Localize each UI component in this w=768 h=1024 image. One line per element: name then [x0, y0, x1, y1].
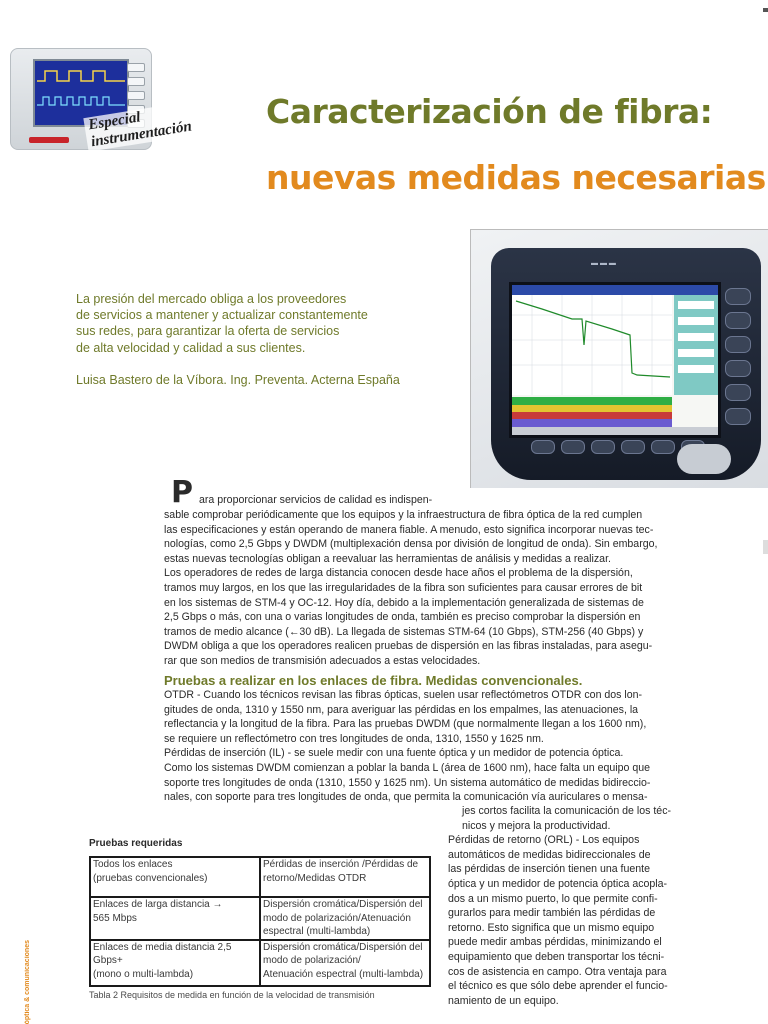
- table-caption: Tabla 2 Requisitos de medida en función de la velocidad de transmisión: [89, 990, 375, 1000]
- title-line-1: Caracterización de fibra:: [266, 92, 713, 131]
- page-edge-marker: [763, 540, 768, 554]
- body-line: gitudes de onda, 1310 y 1550 nm, para averiguar las pérdidas en los empalmes, las atenuaciones, la: [164, 703, 639, 716]
- table-cell: Dispersión cromática/Dispersión del modo de polarización/ Atenuación espectral (multi-lambda): [260, 940, 430, 986]
- body-line: en los sistemas de STM-4 y OC-12. Hoy día, debido a la implementación generalizada de sistemas de: [164, 596, 644, 609]
- lead-line: de alta velocidad y calidad a sus clientes.: [76, 340, 306, 355]
- body-line: nologías, como 2,5 Gbps y DWDM (multiplexación densa por división de longitud de onda). Sin embargo,: [164, 538, 658, 551]
- body-line: tramos de medio alcance (←30 dB). La llegada de sistemas STM-64 (10 Gbps), STM-256 (40 Gbps) y: [164, 625, 644, 638]
- author-byline: Luisa Bastero de la Víbora. Ing. Preventa. Acterna España: [76, 373, 400, 387]
- body-line: estas nuevas tecnologías obligan a reevaluar las herramientas de análisis y medidas a realizar.: [164, 552, 611, 565]
- drop-cap: P: [171, 475, 193, 510]
- title-line-2: nuevas medidas necesarias: [266, 158, 766, 197]
- requirements-table: [89, 856, 431, 987]
- body-line: retorno. Esto significa que un mismo equipo: [448, 921, 655, 934]
- conventional-tests-paragraphs: [164, 688, 696, 805]
- body-line: se requiere un reflectómetro con tres longitudes de onda, 1310, 1550 y 1625 nm.: [164, 732, 544, 745]
- otdr-device-icon: [491, 248, 761, 480]
- body-line: 2,5 Gbps o más, con una o varias longitudes de onda, también es preciso comprobar la dispersión en: [164, 611, 641, 624]
- body-line: cos de asistencia en campo. Otra ventaja para: [448, 965, 667, 978]
- body-line: Pérdidas de inserción (IL) - se suele medir con una fuente óptica y un medidor de potencia óptica.: [164, 747, 624, 760]
- page-edge-marker: [763, 8, 768, 12]
- body-line: automáticos de medidas bidireccionales de: [448, 848, 651, 861]
- lead-line: de servicios a mantener y actualizar constantemente: [76, 308, 368, 323]
- lead-line: sus redes, para garantizar la oferta de servicios: [76, 324, 340, 339]
- body-line: Los operadores de redes de larga distancia conocen desde hace años el problema de la dispersión,: [164, 567, 633, 580]
- body-line: reflectancia y la longitud de la fibra. Para las pruebas DWDM (que normalmente llegan a los 1600 nm),: [164, 718, 647, 731]
- table-row: [90, 897, 430, 940]
- device-screen: [509, 282, 721, 438]
- body-line: OTDR - Cuando los técnicos revisan las fibras ópticas, suelen usar reflectómetros OTDR con dos lon-: [164, 689, 643, 701]
- body-line: las pérdidas de inserción tienen una fuente: [448, 863, 651, 876]
- body-line: equipamiento que deben transportar los técni-: [448, 950, 665, 963]
- body-line: tramos muy largos, en los que las irregularidades de la fibra son suficientes para causar errores de bit: [164, 581, 643, 594]
- device-photo: [470, 229, 768, 488]
- lead-paragraph: [76, 291, 426, 356]
- intro-paragraphs: [164, 508, 696, 669]
- section-heading: Pruebas a realizar en los enlaces de fibra. Medidas convencionales.: [164, 673, 583, 688]
- body-line: rar que son medios de transmisión adecuados a estas velocidades.: [164, 654, 481, 667]
- device-side-buttons: [725, 288, 751, 432]
- oscilloscope-logo: [29, 137, 69, 143]
- table-title: Pruebas requeridas: [89, 838, 183, 849]
- table-row: [90, 940, 430, 986]
- body-line: namiento de un equipo.: [448, 994, 559, 1007]
- body-line: Pérdidas de retorno (ORL) - Los equipos: [448, 834, 640, 847]
- body-line: nales, con soporte para tres longitudes de onda, que permita la comunicación vía auriculares o mensa-: [164, 791, 648, 804]
- body-line: las especificaciones y están operando de manera fiable. A menudo, esto significa incorporar nuevas tec-: [164, 523, 654, 536]
- table-row: [90, 857, 430, 897]
- table-cell: Dispersión cromática/Dispersión del modo de polarización/Atenuación espectral (multi-lambda): [260, 897, 430, 940]
- magazine-sidebar-label: óptica & comunicaciones: [24, 940, 31, 1024]
- device-brand-mark: ▬ ▬ ▬: [591, 260, 616, 267]
- body-line: sable comprobar periódicamente que los equipos y la infraestructura de fibra óptica de la red cumplen: [164, 509, 643, 521]
- body-line: el técnico es que sólo debe aprender el funcio-: [448, 980, 668, 993]
- body-line: soporte tres longitudes de onda (1310, 1550 y 1625 nm). Un sistema automático de medidas bidireccio-: [164, 776, 651, 789]
- body-line: DWDM obliga a que los operadores realicen pruebas de dispersión en las fibras instaladas, para asegu-: [164, 640, 653, 653]
- body-line: óptica y un medidor de potencia óptica acopla-: [448, 877, 668, 890]
- body-line: nicos y mejora la productividad.: [462, 819, 611, 832]
- device-navigation-pad: [677, 444, 731, 474]
- table-cell: Pérdidas de inserción /Pérdidas de retorno/Medidas OTDR: [260, 857, 430, 897]
- body-line: puede medir ambas pérdidas, minimizando el: [448, 936, 662, 949]
- body-line: gurarlos para medir también las pérdidas de: [448, 907, 656, 920]
- special-section-label: Especial instrumentación: [83, 93, 244, 151]
- first-line: ara proporcionar servicios de calidad es indispen-: [199, 494, 433, 506]
- body-line: dos a un mismo puerto, lo que permite confi-: [448, 892, 658, 905]
- body-line: Como los sistemas DWDM comienzan a poblar la banda L (área de 1600 nm), hace falta un equipo que: [164, 761, 651, 774]
- table-cell: Enlaces de larga distancia → 565 Mbps: [90, 897, 260, 940]
- right-column-text: [448, 804, 696, 1008]
- lead-line: La presión del mercado obliga a los proveedores: [76, 292, 347, 306]
- table-cell: Enlaces de media distancia 2,5 Gbps+ (mono o multi-lambda): [90, 940, 260, 986]
- body-line: jes cortos facilita la comunicación de los téc-: [462, 805, 672, 817]
- table-cell: Todos los enlaces (pruebas convencionales): [90, 857, 260, 897]
